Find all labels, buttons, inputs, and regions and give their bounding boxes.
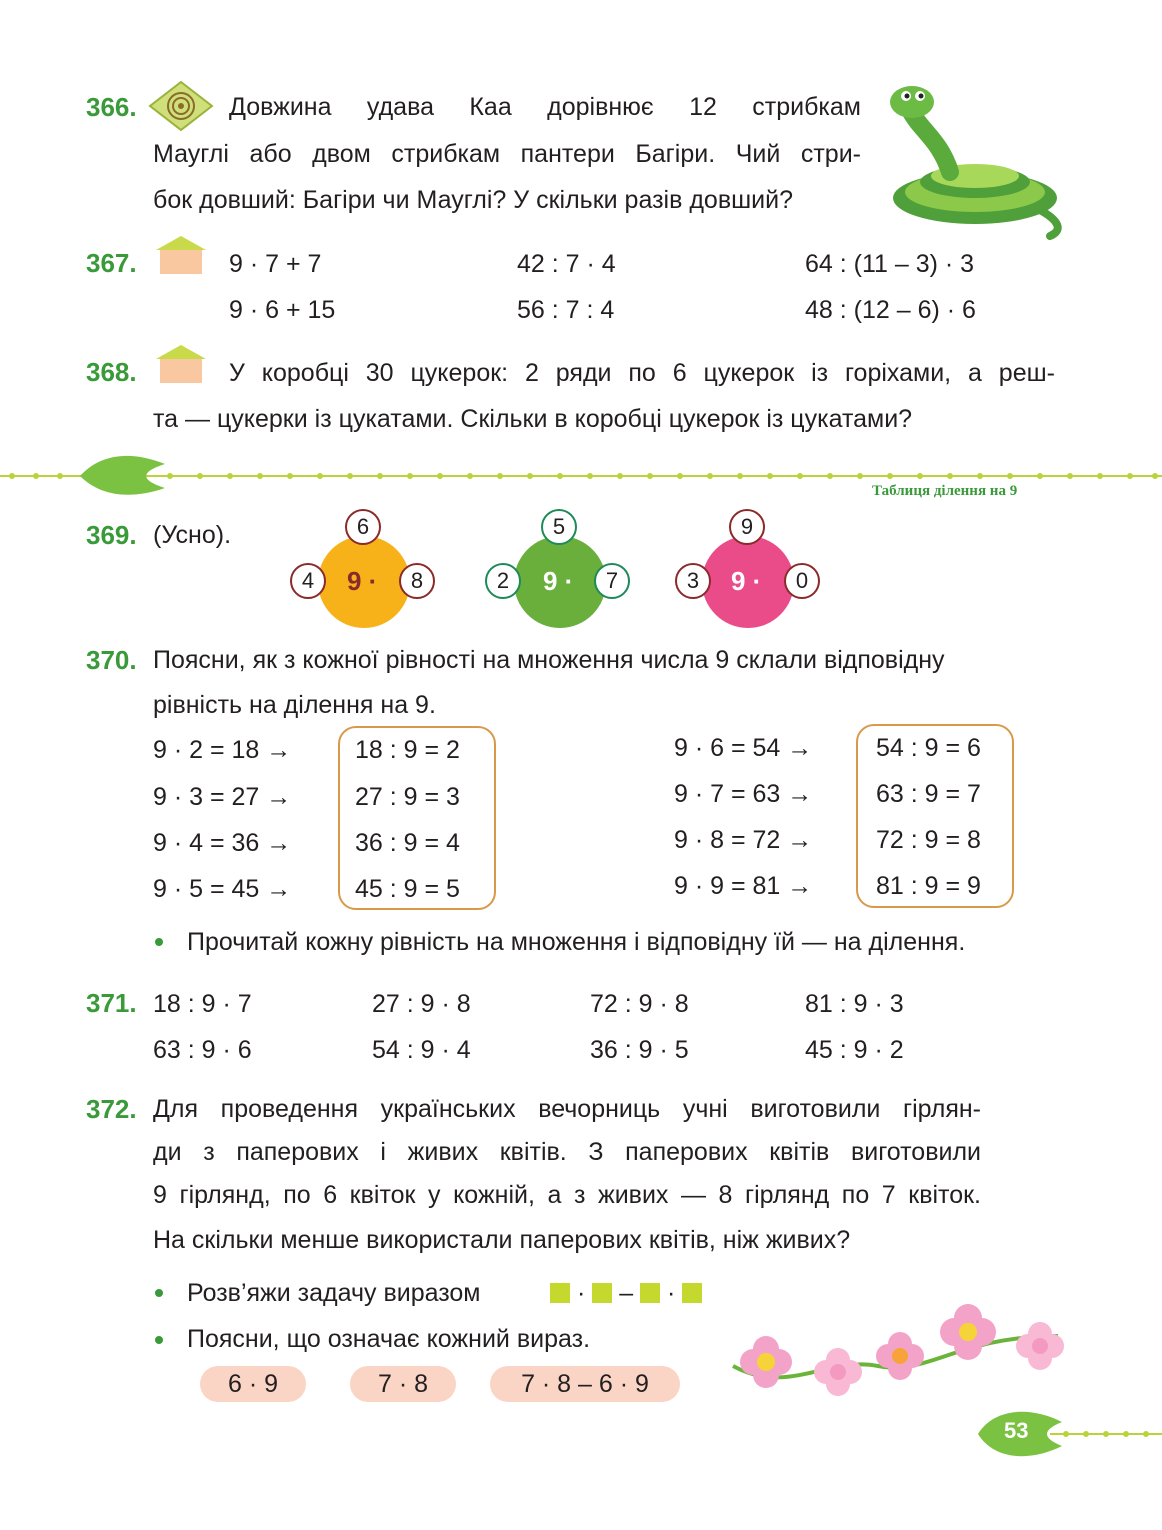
- operator: ·: [667, 1279, 676, 1307]
- exercise-366-number: 366.: [86, 92, 137, 122]
- bullet-icon: [155, 1289, 163, 1297]
- page-number: 53: [1004, 1418, 1029, 1443]
- blank-square-icon: [592, 1283, 612, 1303]
- snake-illustration: [880, 80, 1070, 240]
- flower-garland-illustration: [728, 1296, 1068, 1406]
- division-circle-3-left: 3: [675, 563, 711, 599]
- exercise-368-line1: У коробці 30 цукерок: 2 ряди по 6 цукерок із горіхами, а реш-: [229, 359, 1055, 387]
- bullet-icon: [155, 1336, 163, 1344]
- operator: –: [619, 1279, 634, 1307]
- exercise-372-task1: Розв’яжи задачу виразом: [187, 1279, 481, 1307]
- left-mult-4: 9 · 5 = 45 →: [153, 875, 292, 903]
- division-circle-1-left: 4: [290, 563, 326, 599]
- division-circle-3-right: 0: [784, 563, 820, 599]
- division-circle-2-left: 2: [485, 563, 521, 599]
- expression-pill-3: 7 · 8 – 6 · 9: [490, 1366, 680, 1402]
- exercise-367-number: 367.: [86, 248, 137, 278]
- homework-house-icon: [152, 234, 210, 274]
- right-div-3: 72 : 9 = 8: [876, 826, 981, 854]
- exercise-367-expr-1-2: 42 : 7 · 4: [517, 250, 616, 278]
- logic-task-icon: [148, 80, 214, 132]
- exercise-371-r2-c1: 63 : 9 · 6: [153, 1036, 252, 1064]
- right-mult-1: 9 · 6 = 54 →: [674, 734, 813, 762]
- exercise-372-line2: ди з паперових і живих квітів. З паперових квітів виготовили: [153, 1138, 981, 1166]
- exercise-366-line1: Довжина удава Каа дорівнює 12 стрибкам: [229, 93, 861, 121]
- left-div-3: 36 : 9 = 4: [355, 829, 460, 857]
- exercise-370-task: Прочитай кожну рівність на множення і відповідну їй — на ділення.: [187, 928, 966, 956]
- exercise-367-expr-2-1: 9 · 6 + 15: [229, 296, 336, 324]
- blank-square-icon: [682, 1283, 702, 1303]
- left-mult-2: 9 · 3 = 27 →: [153, 783, 292, 811]
- operator: ·: [576, 1279, 586, 1307]
- division-circle-3-center: 9 ·: [731, 566, 762, 596]
- exercise-371-r2-c3: 36 : 9 · 5: [590, 1036, 689, 1064]
- right-mult-2: 9 · 7 = 63 →: [674, 780, 813, 808]
- page-number-badge: [970, 1404, 1162, 1464]
- right-div-4: 81 : 9 = 9: [876, 872, 981, 900]
- exercise-372-line1: Для проведення українських вечорниць учні виготовили гірлян-: [153, 1095, 981, 1123]
- expression-template: [550, 1279, 702, 1308]
- division-circle-1-top: 6: [345, 509, 381, 545]
- exercise-366-line3: бок довший: Багіри чи Мауглі? У скільки разів довший?: [153, 186, 793, 214]
- division-circle-1-center: 9 ·: [347, 566, 378, 596]
- exercise-372-task2: Поясни, що означає кожний вираз.: [187, 1325, 591, 1353]
- exercise-367-expr-2-3: 48 : (12 – 6) · 6: [805, 296, 976, 324]
- expression-pill-2: 7 · 8: [350, 1366, 456, 1402]
- exercise-367-expr-1-3: 64 : (11 – 3) · 3: [805, 250, 975, 278]
- blank-square-icon: [640, 1283, 660, 1303]
- right-div-2: 63 : 9 = 7: [876, 780, 981, 808]
- left-mult-1: 9 · 2 = 18 →: [153, 736, 292, 764]
- division-circle-2-top: 5: [541, 509, 577, 545]
- exercise-366-line2: Мауглі або двом стрибкам пантери Багіри. Чий стри-: [153, 140, 861, 168]
- exercise-370-number: 370.: [86, 645, 137, 675]
- exercise-368-line2: та — цукерки із цукатами. Скільки в коробці цукерок із цукатами?: [153, 405, 913, 433]
- right-mult-3: 9 · 8 = 72 →: [674, 826, 813, 854]
- bullet-icon: [155, 938, 163, 946]
- division-circle-2-center: 9 ·: [543, 566, 574, 596]
- exercise-371-r2-c2: 54 : 9 · 4: [372, 1036, 471, 1064]
- exercise-372-number: 372.: [86, 1094, 137, 1124]
- left-div-2: 27 : 9 = 3: [355, 783, 460, 811]
- exercise-372-line4: На скільки менше використали паперових квітів, ніж живих?: [153, 1226, 851, 1254]
- right-mult-4: 9 · 9 = 81 →: [674, 872, 813, 900]
- exercise-371-r1-c4: 81 : 9 · 3: [805, 990, 904, 1018]
- right-div-1: 54 : 9 = 6: [876, 734, 981, 762]
- blank-square-icon: [550, 1283, 570, 1303]
- exercise-370-line1: Поясни, як з кожної рівності на множення числа 9 склали відповідну: [153, 646, 945, 674]
- exercise-369-number: 369.: [86, 520, 137, 550]
- left-div-1: 18 : 9 = 2: [355, 736, 460, 764]
- exercise-371-r2-c4: 45 : 9 · 2: [805, 1036, 904, 1064]
- exercise-371-number: 371.: [86, 988, 137, 1018]
- exercise-367-expr-1-1: 9 · 7 + 7: [229, 250, 322, 278]
- exercise-371-r1-c2: 27 : 9 · 8: [372, 990, 471, 1018]
- expression-pill-1: 6 · 9: [200, 1366, 306, 1402]
- division-circle-2-right: 7: [594, 563, 630, 599]
- left-mult-3: 9 · 4 = 36 →: [153, 829, 292, 857]
- exercise-372-line3: 9 гірлянд, по 6 квіток у кожній, а з живих — 8 гірлянд по 7 квіток.: [153, 1181, 981, 1209]
- exercise-371-r1-c1: 18 : 9 · 7: [153, 990, 252, 1018]
- left-div-4: 45 : 9 = 5: [355, 875, 460, 903]
- exercise-369-label: (Усно).: [153, 521, 232, 549]
- exercise-370-line2: рівність на ділення на 9.: [153, 691, 436, 719]
- exercise-368-number: 368.: [86, 357, 137, 387]
- exercise-371-r1-c3: 72 : 9 · 8: [590, 990, 689, 1018]
- division-circle-1-right: 8: [399, 563, 435, 599]
- exercise-367-expr-2-2: 56 : 7 : 4: [517, 296, 615, 324]
- homework-house-icon: [152, 343, 210, 383]
- division-circle-3-top: 9: [729, 509, 765, 545]
- section-title: Таблиця ділення на 9: [872, 483, 1018, 499]
